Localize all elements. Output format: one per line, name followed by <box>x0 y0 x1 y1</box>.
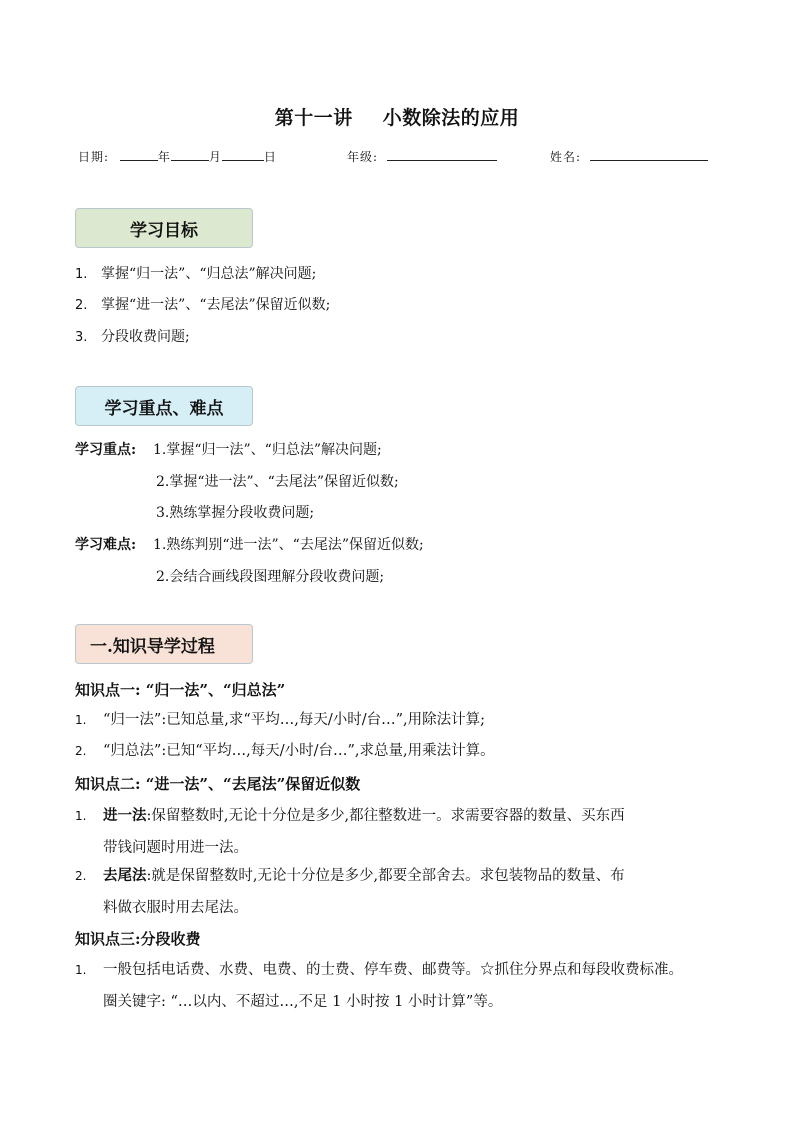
key-point-line: 3.熟练掌握分段收费问题; <box>156 505 315 521</box>
year-blank[interactable] <box>120 149 158 161</box>
day-blank[interactable] <box>222 149 264 161</box>
process-heading-box: 一.知识导学过程 <box>75 624 253 664</box>
goal-item: 3. 分段收费问题; <box>75 329 190 345</box>
grade-field: 年级: <box>347 148 497 165</box>
key-point-line: 学习重点: 1.掌握“归一法”、“归总法”解决问题; <box>75 442 382 458</box>
key-point-line: 2.掌握“进一法”、“去尾法”保留近似数; <box>156 474 399 490</box>
date-field: 日期: 年 月 日 <box>78 150 277 164</box>
goal-item: 1. 掌握“归一法”、“归总法”解决问题; <box>75 266 317 282</box>
page-title <box>0 103 794 130</box>
hard-point-line: 2.会结合画线段图理解分段收费问题; <box>156 569 385 585</box>
name-field: 姓名: <box>550 148 708 165</box>
kp1-item: 2. “归总法”:已知“平均…,每天/小时/台…”,求总量,用乘法计算。 <box>75 743 495 759</box>
kp3-title: 知识点三:分段收费 <box>75 930 201 948</box>
kp2-title: 知识点二: “进一法”、“去尾法”保留近似数 <box>75 775 361 793</box>
kp1-item: 1. “归一法”:已知总量,求“平均…,每天/小时/台…”,用除法计算; <box>75 712 486 728</box>
kp2-item: 1. 进一法:保留整数时,无论十分位是多少,都往整数进一。求需要容器的数量、买东西 带钱问题时用进一法。 <box>75 807 625 856</box>
kp3-item: 1. 一般包括电话费、水费、电费、的士费、停车费、邮费等。☆抓住分界点和每段收费标准。 圈关键字: “…以内、不超过…,不足 1 小时按 1 小时计算”等。 <box>75 962 683 1010</box>
month-blank[interactable] <box>171 149 209 161</box>
lesson-topic: 小数除法的应用 <box>382 107 520 129</box>
kp2-item: 2. 去尾法:就是保留整数时,无论十分位是多少,都要全部舍去。求包装物品的数量、布 料做衣服时用去尾法。 <box>75 867 625 916</box>
hard-point-line: 学习难点: 1.熟练判别“进一法”、“去尾法”保留近似数; <box>75 537 424 553</box>
goal-item: 2. 掌握“进一法”、“去尾法”保留近似数; <box>75 297 331 313</box>
grade-blank[interactable] <box>387 149 497 161</box>
goals-heading-box: 学习目标 <box>75 208 253 248</box>
name-blank[interactable] <box>590 149 708 161</box>
focus-heading-box: 学习重点、难点 <box>75 386 253 426</box>
kp1-title: 知识点一: “归一法”、“归总法” <box>75 681 286 699</box>
lesson-number: 第十一讲 <box>274 107 353 129</box>
